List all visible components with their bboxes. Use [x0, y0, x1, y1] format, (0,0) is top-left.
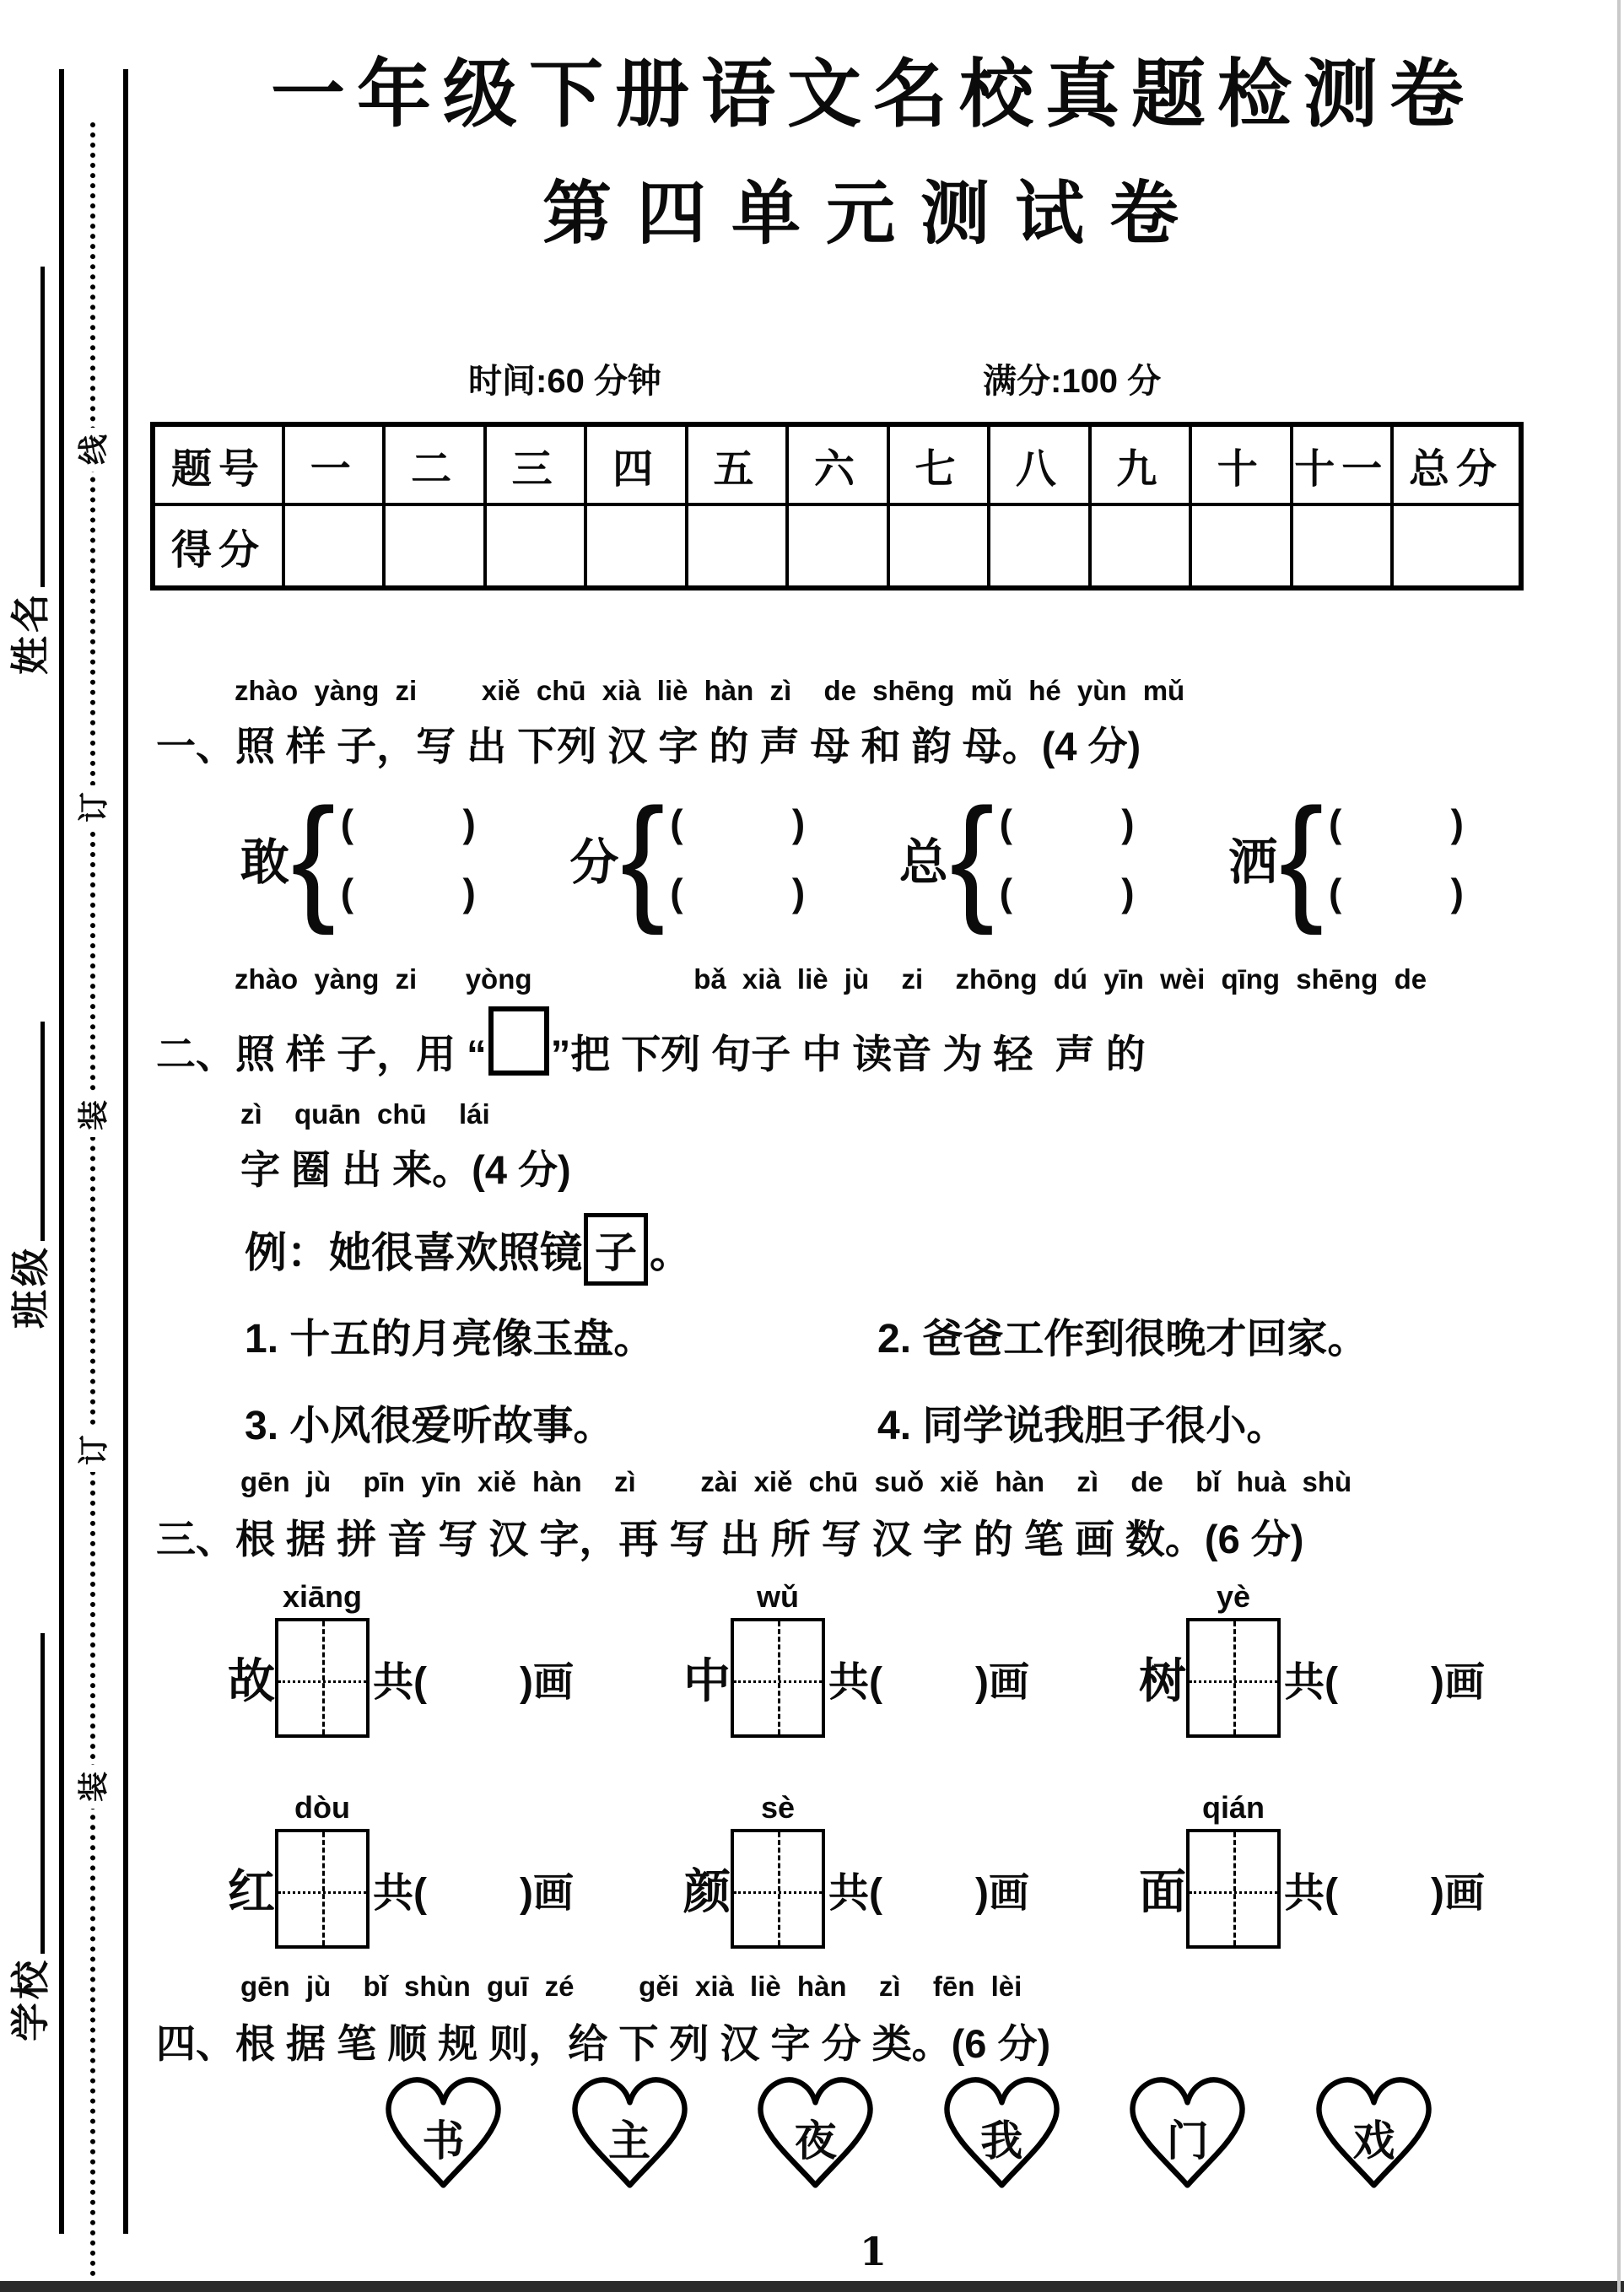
school-blank[interactable]	[12, 1633, 45, 1954]
paren-open: (	[340, 871, 354, 914]
heart-shape	[378, 2072, 509, 2194]
q4-hanzi: 主	[608, 2117, 651, 2165]
answer-blank[interactable]	[1329, 801, 1464, 846]
q1-item	[1228, 779, 1464, 936]
gong-suffix: )画	[520, 1659, 574, 1705]
student-name-blank[interactable]	[12, 267, 45, 587]
student-name-field	[3, 236, 53, 675]
paren-close: )	[791, 871, 806, 914]
score-table-header-cell: 九	[1092, 427, 1192, 506]
gong-prefix: 共(	[373, 1659, 427, 1705]
q4-hanzi: 门	[1166, 2117, 1209, 2165]
q2-text-before-box: 二、照 样 子，用 “	[156, 1031, 487, 1076]
q3-item	[1139, 1790, 1485, 1949]
q3-items-row-2	[228, 1790, 1485, 1949]
stroke-count-blank[interactable]	[882, 1885, 975, 1893]
q2-example-suffix: 。	[650, 1229, 692, 1276]
q2-example-prefix: 例：她很喜欢照镜	[245, 1229, 582, 1276]
stroke-count-blank[interactable]	[882, 1674, 975, 1682]
gong-prefix: 共(	[1284, 1870, 1338, 1916]
q3-pinyin-hint: sè	[760, 1790, 796, 1825]
writing-grid-box[interactable]	[731, 1829, 825, 1949]
class-label: 班级	[8, 1244, 52, 1329]
scan-bottom-edge	[0, 2281, 1624, 2292]
q1-item	[898, 779, 1135, 936]
q3-item	[228, 1790, 574, 1949]
paren-open: (	[999, 871, 1012, 914]
q3-pinyin-hint: dòu	[294, 1790, 350, 1825]
q2-sentence: 4. 同学说我胆子很小。	[877, 1404, 1287, 1448]
binding-line-char: 订	[67, 1428, 115, 1472]
q1-hanzi: 洒	[1228, 835, 1278, 890]
q2-example-sentence	[245, 1213, 692, 1286]
q3-item-body	[683, 1829, 1029, 1949]
score-input-cell[interactable]	[386, 506, 486, 585]
gong-prefix: 共(	[828, 1870, 882, 1916]
q3-pinyin-hint: gēn jù pīn yīn xiě hàn zì zài xiě chū suǒ xiě hàn zì de bǐ huà shù	[240, 1466, 1352, 1497]
heart-shape	[564, 2072, 695, 2194]
q3-hanzi: 树	[1139, 1654, 1186, 1707]
q3-item	[228, 1579, 574, 1738]
gong-prefix: 共(	[1284, 1659, 1338, 1705]
answer-blank[interactable]	[1000, 801, 1135, 846]
q1-item	[240, 779, 476, 936]
q4-hanzi: 我	[980, 2117, 1023, 2165]
page-title: 一年级下册语文名校真题检测卷	[270, 52, 1476, 136]
full-score-label: 满分:100 分	[983, 363, 1162, 400]
paren-close: )	[1450, 801, 1464, 845]
q3-pinyin-hint: yè	[1216, 1579, 1251, 1614]
paren-close: )	[462, 801, 476, 845]
paren-open: (	[1328, 871, 1342, 914]
q3-pinyin-hint: wǔ	[757, 1579, 799, 1614]
paren-open: (	[340, 801, 354, 845]
score-input-cell[interactable]	[1192, 506, 1292, 585]
q1-paren-column	[1000, 801, 1135, 915]
gong-prefix: 共(	[373, 1870, 427, 1916]
q3-hanzi: 颜	[683, 1865, 731, 1918]
score-table-header-cell: 四	[587, 427, 688, 506]
answer-blank[interactable]	[1329, 870, 1464, 915]
q3-item	[683, 1579, 1029, 1738]
q2-sentence-list	[245, 1306, 1459, 1451]
score-input-cell[interactable]	[587, 506, 688, 585]
page-number: 1	[859, 2229, 887, 2274]
binding-line-char: 装	[67, 1093, 115, 1137]
q1-item	[569, 779, 806, 936]
q4-hanzi: 书	[422, 2117, 465, 2165]
q1-hanzi: 敢	[240, 835, 290, 890]
student-name-label: 姓名	[8, 591, 52, 675]
q3-pinyin-hint: xiāng	[282, 1579, 363, 1614]
writing-grid-box[interactable]	[731, 1618, 825, 1738]
heart-shape	[1122, 2072, 1253, 2194]
q4-hanzi: 夜	[794, 2117, 837, 2165]
stroke-count-label	[828, 1860, 1029, 1918]
q1-answer-items	[240, 779, 1464, 936]
q1-paren-column	[670, 801, 805, 915]
margin-rule-left	[59, 69, 64, 2234]
brace-icon: {	[949, 779, 995, 936]
writing-grid-box[interactable]	[275, 1829, 370, 1949]
gong-suffix: )画	[975, 1659, 1029, 1705]
paren-open: (	[1328, 801, 1342, 845]
score-input-cell[interactable]	[990, 506, 1091, 585]
school-field	[3, 1603, 53, 2041]
stroke-count-label	[1284, 1860, 1485, 1918]
paren-close: )	[462, 871, 476, 914]
writing-grid-box[interactable]	[275, 1618, 370, 1738]
q3-hanzi: 故	[228, 1654, 275, 1707]
stroke-count-blank[interactable]	[427, 1885, 520, 1893]
q1-hanzi: 分	[569, 835, 619, 890]
q1-hanzi: 总	[898, 835, 948, 890]
brace-icon: {	[291, 779, 336, 936]
q2-question-line-2: 字 圈 出 来。(4 分)	[240, 1147, 571, 1192]
q3-hanzi: 红	[228, 1865, 275, 1918]
q2-example-boxed-char: 子	[584, 1213, 648, 1286]
score-table	[150, 422, 1524, 591]
score-table-header-cell: 总分	[1394, 427, 1519, 506]
brace-icon: {	[1279, 779, 1324, 936]
stroke-count-blank[interactable]	[1338, 1885, 1431, 1893]
q3-item	[1139, 1579, 1485, 1738]
q2-sentence: 2. 爸爸工作到很晚才回家。	[877, 1317, 1368, 1362]
score-input-cell[interactable]	[1092, 506, 1192, 585]
binding-line-char: 装	[67, 1765, 115, 1809]
q3-item	[683, 1790, 1029, 1949]
answer-blank[interactable]	[1000, 870, 1135, 915]
gong-prefix: 共(	[828, 1659, 882, 1705]
paren-close: )	[1450, 871, 1464, 914]
paren-close: )	[791, 801, 806, 845]
score-input-cell[interactable]	[789, 506, 889, 585]
gong-suffix: )画	[975, 1870, 1029, 1916]
gong-suffix: )画	[1431, 1870, 1485, 1916]
answer-blank[interactable]	[670, 801, 805, 846]
binding-line-char: 线	[67, 428, 115, 472]
brace-icon: {	[620, 779, 666, 936]
stroke-count-label	[373, 1860, 574, 1918]
score-table-header-cell: 二	[386, 427, 486, 506]
answer-blank[interactable]	[670, 870, 805, 915]
paren-close: )	[1121, 801, 1135, 845]
answer-blank[interactable]	[341, 870, 476, 915]
score-input-cell[interactable]	[285, 506, 386, 585]
time-limit-label: 时间:60 分钟	[468, 363, 661, 400]
paren-open: (	[999, 801, 1012, 845]
score-table-header-cell: 三	[487, 427, 587, 506]
score-table-header-cell: 八	[990, 427, 1091, 506]
q1-question-text: 一、照 样 子，写 出 下列 汉 字 的 声 母 和 韵 母。(4 分)	[156, 724, 1141, 768]
school-label: 学校	[8, 1957, 52, 2041]
paren-open: (	[670, 871, 683, 914]
q2-sentence: 3. 小风很爱听故事。	[245, 1404, 614, 1448]
score-input-cell[interactable]	[487, 506, 587, 585]
q3-hanzi: 中	[683, 1654, 731, 1707]
q4-hanzi: 戏	[1352, 2117, 1395, 2165]
paren-open: (	[670, 801, 683, 845]
score-input-cell[interactable]	[1394, 506, 1519, 585]
heart-shape	[750, 2072, 881, 2194]
stroke-count-blank[interactable]	[1338, 1674, 1431, 1682]
score-table-header-cell: 十	[1192, 427, 1292, 506]
q3-hanzi: 面	[1139, 1865, 1186, 1918]
q2-pinyin-hint-2: zì quān chū lái	[240, 1098, 490, 1130]
stroke-count-label	[373, 1649, 574, 1707]
q2-sentence: 1. 十五的月亮像玉盘。	[245, 1317, 655, 1362]
score-row-label: 得分	[155, 506, 285, 585]
heart-shape	[936, 2072, 1067, 2194]
q1-paren-column	[1329, 801, 1464, 915]
class-field	[3, 991, 53, 1329]
q2-pinyin-hint-1: zhào yàng zi yòng bǎ xià liè jù zi zhōng dú yīn wèi qīng shēng de	[235, 963, 1427, 995]
q1-pinyin-hint: zhào yàng zi xiě chū xià liè hàn zì de shēng mǔ hé yùn mǔ	[235, 675, 1185, 706]
score-table-header-cell: 七	[890, 427, 990, 506]
margin-rule-right	[123, 69, 128, 2234]
stroke-count-label	[828, 1649, 1029, 1707]
score-table-header-cell: 十一	[1293, 427, 1394, 506]
paren-close: )	[1121, 871, 1135, 914]
score-table-header-cell: 六	[789, 427, 889, 506]
q3-item-body	[228, 1618, 574, 1738]
q3-pinyin-hint: qián	[1201, 1790, 1265, 1825]
q4-heart-characters	[378, 2072, 1439, 2194]
writing-grid-box[interactable]	[1186, 1829, 1281, 1949]
score-table-header-cell: 一	[285, 427, 386, 506]
writing-grid-box[interactable]	[1186, 1618, 1281, 1738]
class-blank[interactable]	[12, 1022, 45, 1241]
gong-suffix: )画	[1431, 1659, 1485, 1705]
gong-suffix: )画	[520, 1870, 574, 1916]
score-table-header-cell: 五	[688, 427, 789, 506]
stroke-count-label	[1284, 1649, 1485, 1707]
answer-blank[interactable]	[341, 801, 476, 846]
q3-item-body	[228, 1829, 574, 1949]
q3-item-body	[1139, 1618, 1485, 1738]
q4-pinyin-hint: gēn jù bǐ shùn guī zé gěi xià liè hàn zì fēn lèi	[240, 1971, 1022, 2002]
binding-line-char: 订	[67, 785, 115, 829]
q3-question-text: 三、根 据 拼 音 写 汉 字，再 写 出 所 写 汉 字 的 笔 画 数。(6 分)	[156, 1517, 1304, 1561]
heart-shape	[1308, 2072, 1439, 2194]
circle-mark-box-icon	[488, 1006, 549, 1076]
score-input-cell[interactable]	[890, 506, 990, 585]
scan-right-edge	[1617, 0, 1621, 2292]
stroke-count-blank[interactable]	[427, 1674, 520, 1682]
q2-question-line-1	[156, 1017, 1146, 1086]
q4-question-text: 四、根 据 笔 顺 规 则，给 下 列 汉 字 分 类。(6 分)	[156, 2021, 1051, 2066]
page-subtitle: 第四单元测试卷	[542, 175, 1204, 252]
q3-items-row-1	[228, 1579, 1485, 1738]
q3-item-body	[683, 1618, 1029, 1738]
score-input-cell[interactable]	[688, 506, 789, 585]
q2-text-after-box: ”把 下列 句子 中 读音 为 轻 声 的	[550, 1031, 1146, 1076]
score-input-cell[interactable]	[1293, 506, 1394, 585]
q3-item-body	[1139, 1829, 1485, 1949]
score-table-corner: 题号	[155, 427, 285, 506]
q1-paren-column	[341, 801, 476, 915]
